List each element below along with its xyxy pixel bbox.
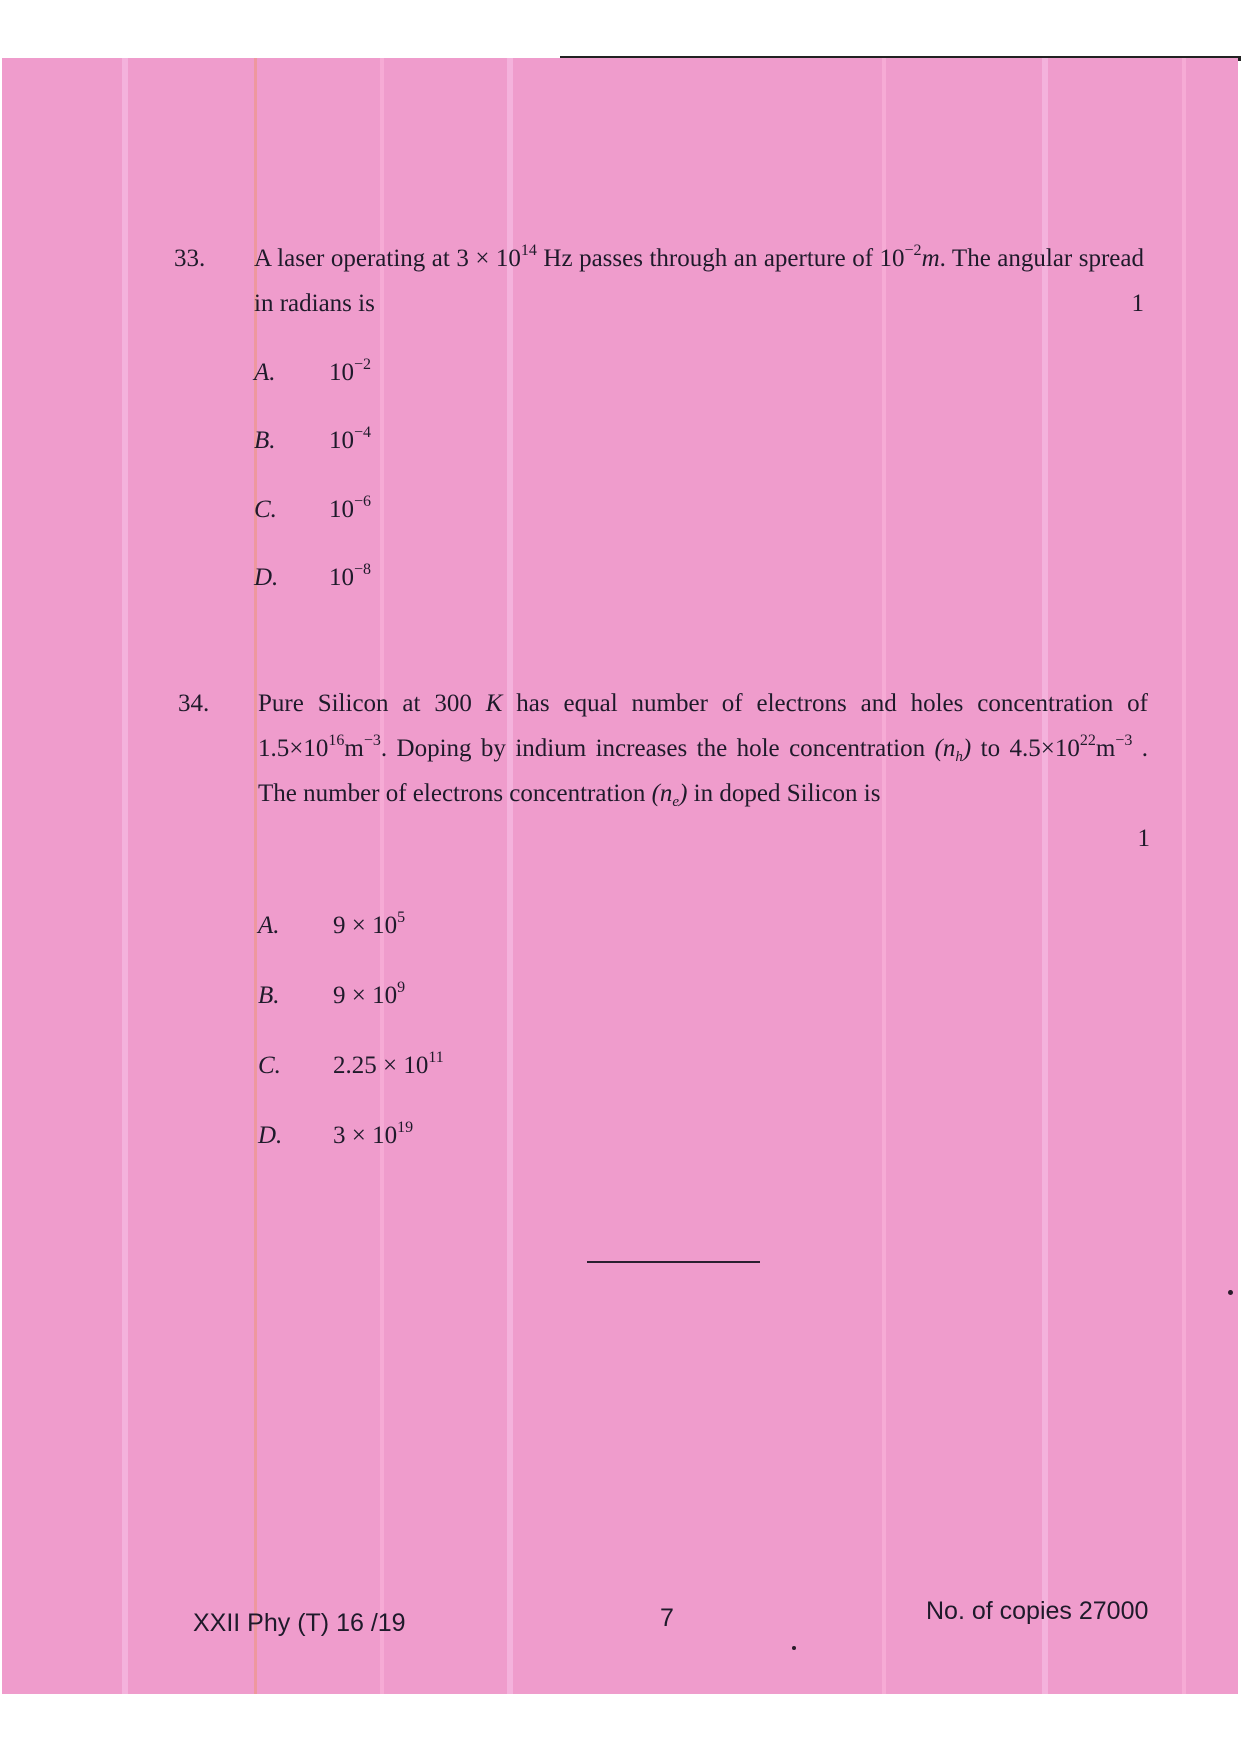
option-letter: D. xyxy=(258,1122,283,1149)
question-marks: 1 xyxy=(1131,290,1144,317)
option-b: B. $10^{-4}$ xyxy=(254,421,371,461)
option-value: 9 × 10 xyxy=(333,982,398,1009)
scan-speck xyxy=(1228,1290,1233,1295)
option-d: D. $10^{-8}$ xyxy=(254,558,371,598)
question-text: A laser operating at $3 \times 10^{14}$ Hz passes through an aperture of $10^{-2}m$. The angular spread in radians is xyxy=(254,242,1144,317)
question-33 xyxy=(174,236,1144,591)
option-value: 9 × 10 xyxy=(333,912,398,939)
footer-paper-code: XXII Phy (T) 16 /19 xyxy=(193,1609,406,1637)
scan-speck xyxy=(792,1646,796,1650)
end-of-paper-rule xyxy=(587,1261,760,1263)
option-letter: A. xyxy=(254,359,276,386)
option-letter: C. xyxy=(254,496,277,523)
question-number: 33. xyxy=(174,245,206,272)
option-value: 3 × 10 xyxy=(333,1122,398,1149)
option-value: 2.25 × 10 xyxy=(333,1052,429,1079)
scan-streak xyxy=(1182,58,1186,1694)
question-34 xyxy=(178,681,1150,1161)
option-value: 10 xyxy=(329,359,354,386)
option-d: D. $3 \times 10^{19}$ xyxy=(258,1116,413,1156)
option-c: C. $2.25 \times 10^{11}$ xyxy=(258,1046,444,1086)
scan-streak xyxy=(122,58,128,1694)
option-letter: C. xyxy=(258,1052,281,1079)
footer-page-number: 7 xyxy=(660,1604,674,1632)
option-a: A. $10^{-2}$ xyxy=(254,353,371,393)
option-c: C. $10^{-6}$ xyxy=(254,490,371,530)
footer-copies: No. of copies 27000 xyxy=(926,1597,1149,1625)
exam-page xyxy=(2,58,1238,1694)
option-b: B. $9 \times 10^9$ xyxy=(258,976,405,1016)
option-value: 10 xyxy=(329,564,354,591)
option-letter: D. xyxy=(254,564,279,591)
question-number: 34. xyxy=(178,690,210,717)
question-text: Pure Silicon at 300 K has equal number of electrons and holes concentration of $1.5\times 10^{16}m^{-3}$. Doping by indium increases the hole concentration $(n_h)$ to $4.5\times 10^{22}m^{-3}$ . The number of electrons concentration $(n_e)$ in doped Silicon is xyxy=(258,690,1148,810)
option-letter: A. xyxy=(258,912,280,939)
question-marks: 1 xyxy=(1137,825,1150,852)
option-value: 10 xyxy=(329,427,354,454)
option-value: 10 xyxy=(329,496,354,523)
option-letter: B. xyxy=(254,427,276,454)
option-letter: B. xyxy=(258,982,280,1009)
option-a: A. $9 \times 10^5$ xyxy=(258,906,405,946)
